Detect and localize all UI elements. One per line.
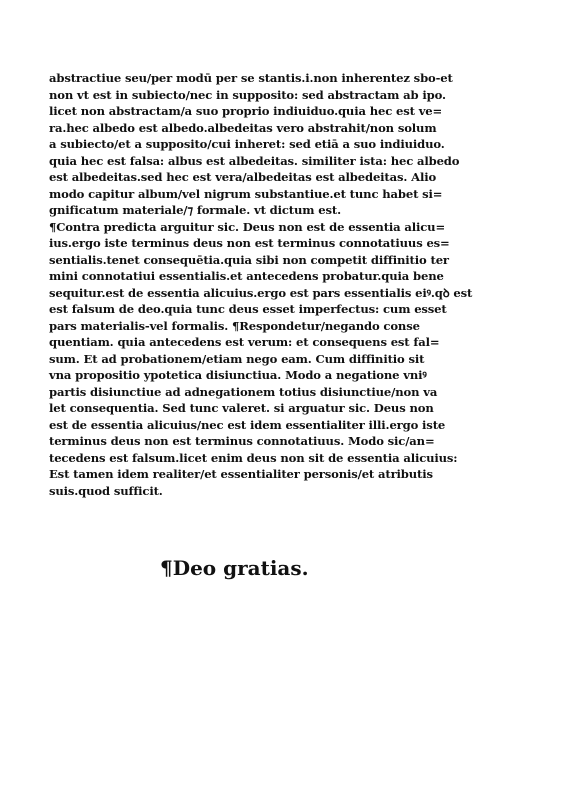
text-line: quia hec est falsa: albus est albedeitas. similiter ista: hec albedo <box>49 153 460 168</box>
text-line: sum. Et ad probationem/etiam nego eam. Cum diffinitio sit <box>49 351 425 366</box>
text-line: modo capitur album/vel nigrum substantiue.et tunc habet si= <box>49 186 443 201</box>
text-line: Est tamen idem realiter/et essentialiter personis/et atributis <box>49 467 433 481</box>
text-line: suis.quod sufficit. <box>49 483 163 498</box>
text-line: non vt est in subiecto/nec in supposito: sed abstractam ab ipo. <box>49 87 446 102</box>
text-line: est de essentia alicuius/nec est idem essentialiter illi.ergo iste <box>49 417 446 432</box>
text-line: a subiecto/et a supposito/cui inheret: sed etiā a suo indiuiduo. <box>49 137 445 151</box>
text-line: pars materialis-vel formalis. ¶Respondetur/negando conse <box>49 318 420 333</box>
text-line: ¶Contra predicta arguitur sic. Deus non est de essentia alicu= <box>49 219 446 234</box>
text-line: sentialis.tenet consequētia.quia sibi non competit diffinitio ter <box>49 252 449 267</box>
text-line: vna propositio ypotetica disiunctiua. Modo a negatione vniꝰ <box>49 368 427 382</box>
text-line: ra.hec albedo est albedo.albedeitas vero abstrahit/non solum <box>49 120 437 135</box>
body-text <box>49 70 491 499</box>
text-line: let consequentia. Sed tunc valeret. si arguatur sic. Deus non <box>49 401 434 415</box>
text-line: tecedens est falsum.licet enim deus non sit de essentia alicuius: <box>49 450 458 465</box>
text-line: licet non abstractam/a suo proprio indiuiduo.quia hec est ve= <box>49 104 443 118</box>
closing-line: ¶Deo gratias. <box>160 556 309 580</box>
text-line: ius.ergo iste terminus deus non est terminus connotatiuus es= <box>49 236 450 250</box>
text-line: sequitur.est de essentia alicuius.ergo est pars essentialis eiꝰ.qꝺ est <box>49 285 473 300</box>
text-line: terminus deus non est terminus connotatiuus. Modo sic/an= <box>49 434 435 448</box>
text-line: est falsum de deo.quia tunc deus esset imperfectus: cum esset <box>49 302 447 316</box>
text-line: mini connotatiui essentialis.et antecedens probatur.quia bene <box>49 269 444 283</box>
text-line: quentiam. quia antecedens est verum: et consequens est fal= <box>49 335 440 349</box>
text-line: abstractiue seu/per modū per se stantis.i.non inherentez sbo-et <box>49 71 453 85</box>
text-line: est albedeitas.sed hec est vera/albedeitas est albedeitas. Alio <box>49 170 437 184</box>
text-line: partis disiunctiue ad adnegationem totius disiunctiue/non va <box>49 384 438 399</box>
text-line: gnificatum materiale/⁊ formale. vt dictum est. <box>49 203 341 217</box>
